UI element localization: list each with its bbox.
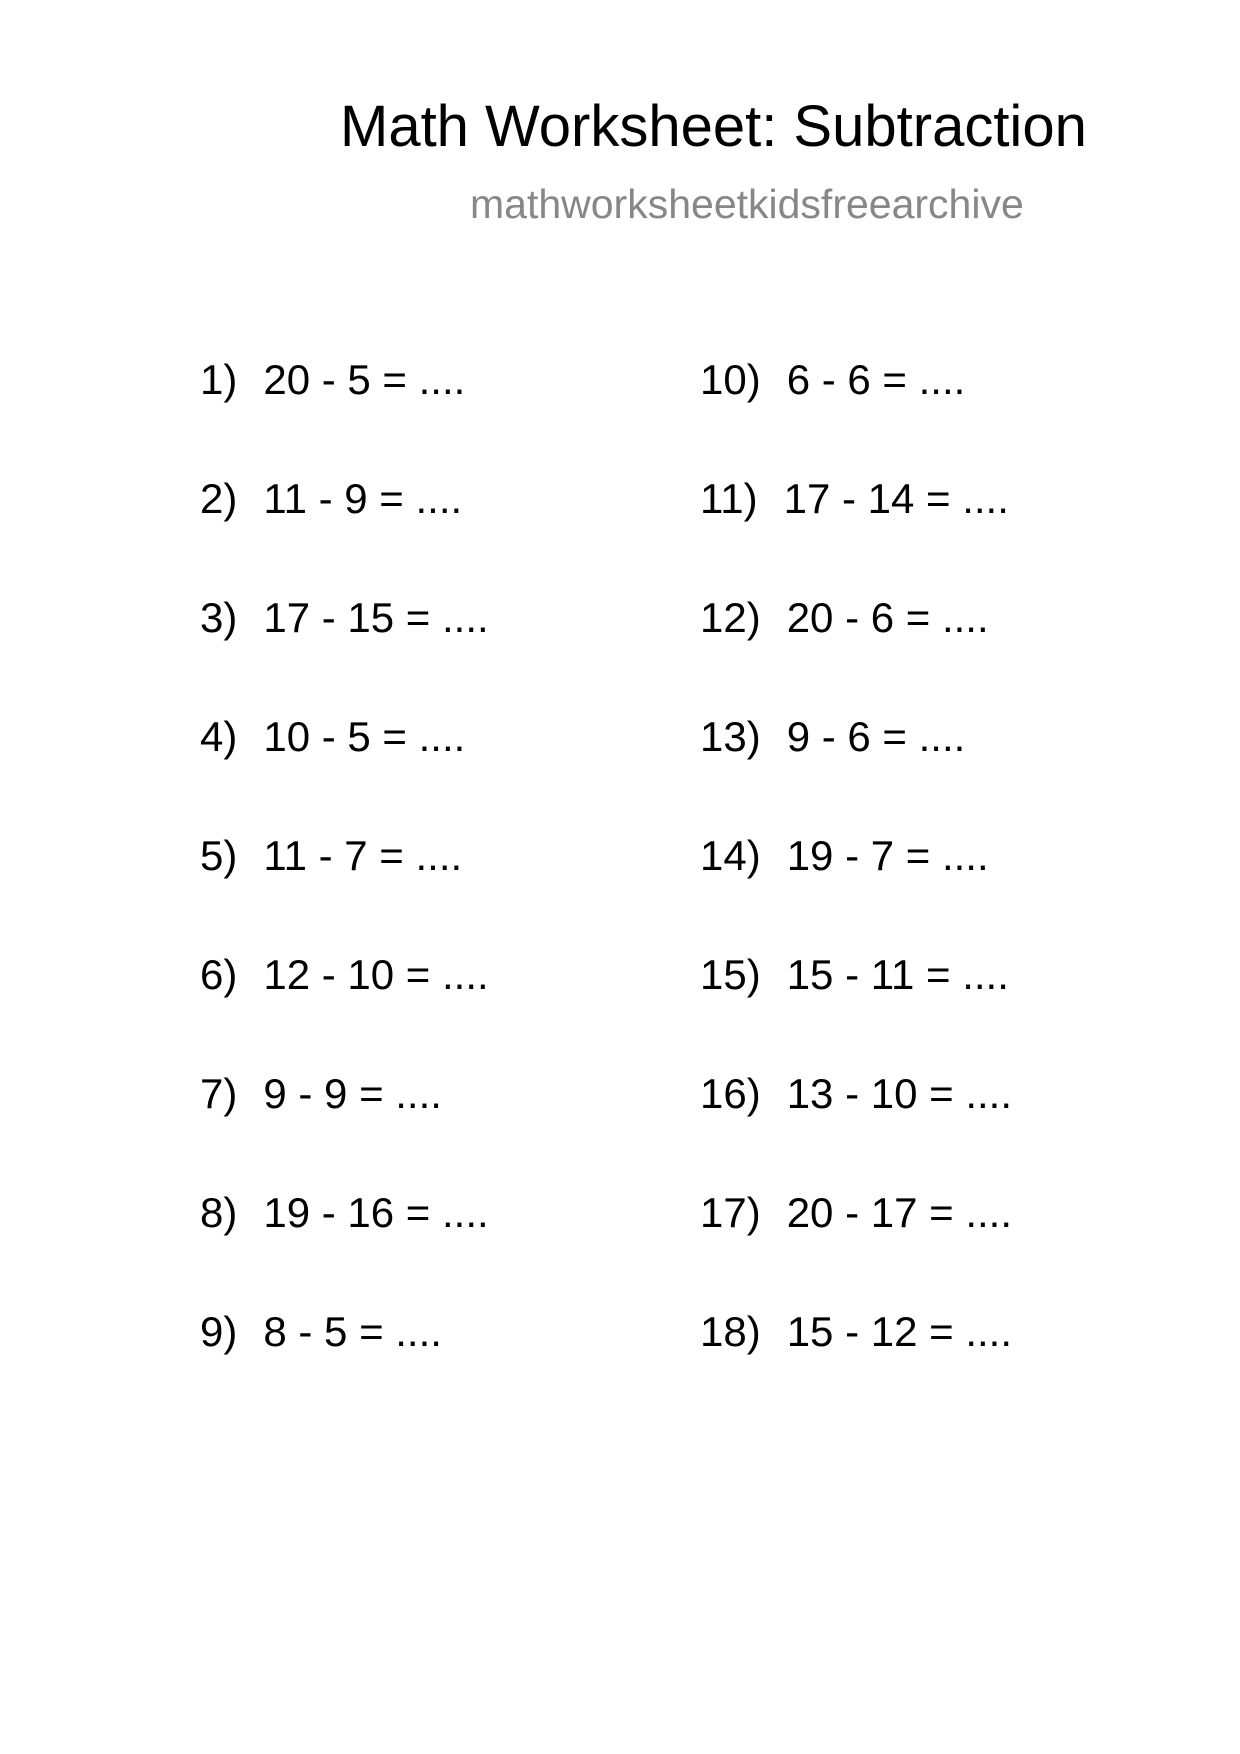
problem-expression: 20 - 17 = ....: [786, 1189, 1013, 1236]
problem-expression: 17 - 15 = ....: [263, 594, 489, 641]
problem-item: [200, 469, 462, 529]
problem-number: 3): [200, 594, 238, 641]
problem-expression: 9 - 9 = ....: [263, 1070, 442, 1117]
problem-item: [200, 945, 489, 1005]
problem-item: [700, 1064, 1012, 1124]
problem-item: [200, 1183, 489, 1243]
problem-item: [700, 588, 989, 648]
problem-number: 14): [700, 832, 761, 879]
problem-number: 18): [700, 1308, 761, 1355]
problem-expression: 12 - 10 = ....: [263, 951, 489, 998]
problem-expression: 10 - 5 = ....: [263, 713, 466, 760]
problem-item: [700, 945, 1009, 1005]
problem-number: 16): [700, 1070, 761, 1117]
problem-expression: 6 - 6 = ....: [786, 356, 966, 403]
problem-number: 10): [700, 356, 761, 403]
problem-item: [200, 707, 465, 767]
problem-expression: 20 - 6 = ....: [786, 594, 989, 641]
problem-expression: 11 - 7 = ....: [263, 832, 463, 879]
problem-number: 9): [200, 1308, 238, 1355]
problem-number: 7): [200, 1070, 238, 1117]
problem-number: 5): [200, 832, 238, 879]
problem-item: [700, 469, 1009, 529]
problem-item: [200, 588, 489, 648]
problem-number: 12): [700, 594, 761, 641]
problem-expression: 13 - 10 = ....: [786, 1070, 1013, 1117]
problem-expression: 15 - 12 = ....: [786, 1308, 1013, 1355]
worksheet-subtitle: mathworksheetkidsfreearchive: [470, 181, 1024, 227]
problem-number: 11): [700, 475, 758, 522]
problem-item: [700, 826, 989, 886]
problem-expression: 15 - 11 = ....: [786, 951, 1009, 998]
problem-number: 4): [200, 713, 238, 760]
problem-number: 6): [200, 951, 238, 998]
problem-item: [700, 707, 965, 767]
problem-item: [700, 350, 965, 410]
problem-item: [200, 1064, 442, 1124]
problem-number: 8): [200, 1189, 238, 1236]
problem-expression: 20 - 5 = ....: [263, 356, 466, 403]
problem-expression: 11 - 9 = ....: [263, 475, 463, 522]
problem-expression: 8 - 5 = ....: [263, 1308, 442, 1355]
problem-item: [700, 1183, 1012, 1243]
problem-expression: 17 - 14 = ....: [783, 475, 1009, 522]
problem-expression: 19 - 7 = ....: [786, 832, 989, 879]
problem-number: 1): [200, 356, 238, 403]
problem-expression: 19 - 16 = ....: [263, 1189, 489, 1236]
problem-item: [200, 1302, 442, 1362]
worksheet-title: Math Worksheet: Subtraction: [340, 94, 1087, 159]
problem-expression: 9 - 6 = ....: [786, 713, 966, 760]
problem-number: 17): [700, 1189, 761, 1236]
problem-item: [200, 350, 465, 410]
problem-item: [700, 1302, 1012, 1362]
problem-item: [200, 826, 462, 886]
problem-number: 2): [200, 475, 238, 522]
problem-number: 13): [700, 713, 761, 760]
problem-number: 15): [700, 951, 761, 998]
